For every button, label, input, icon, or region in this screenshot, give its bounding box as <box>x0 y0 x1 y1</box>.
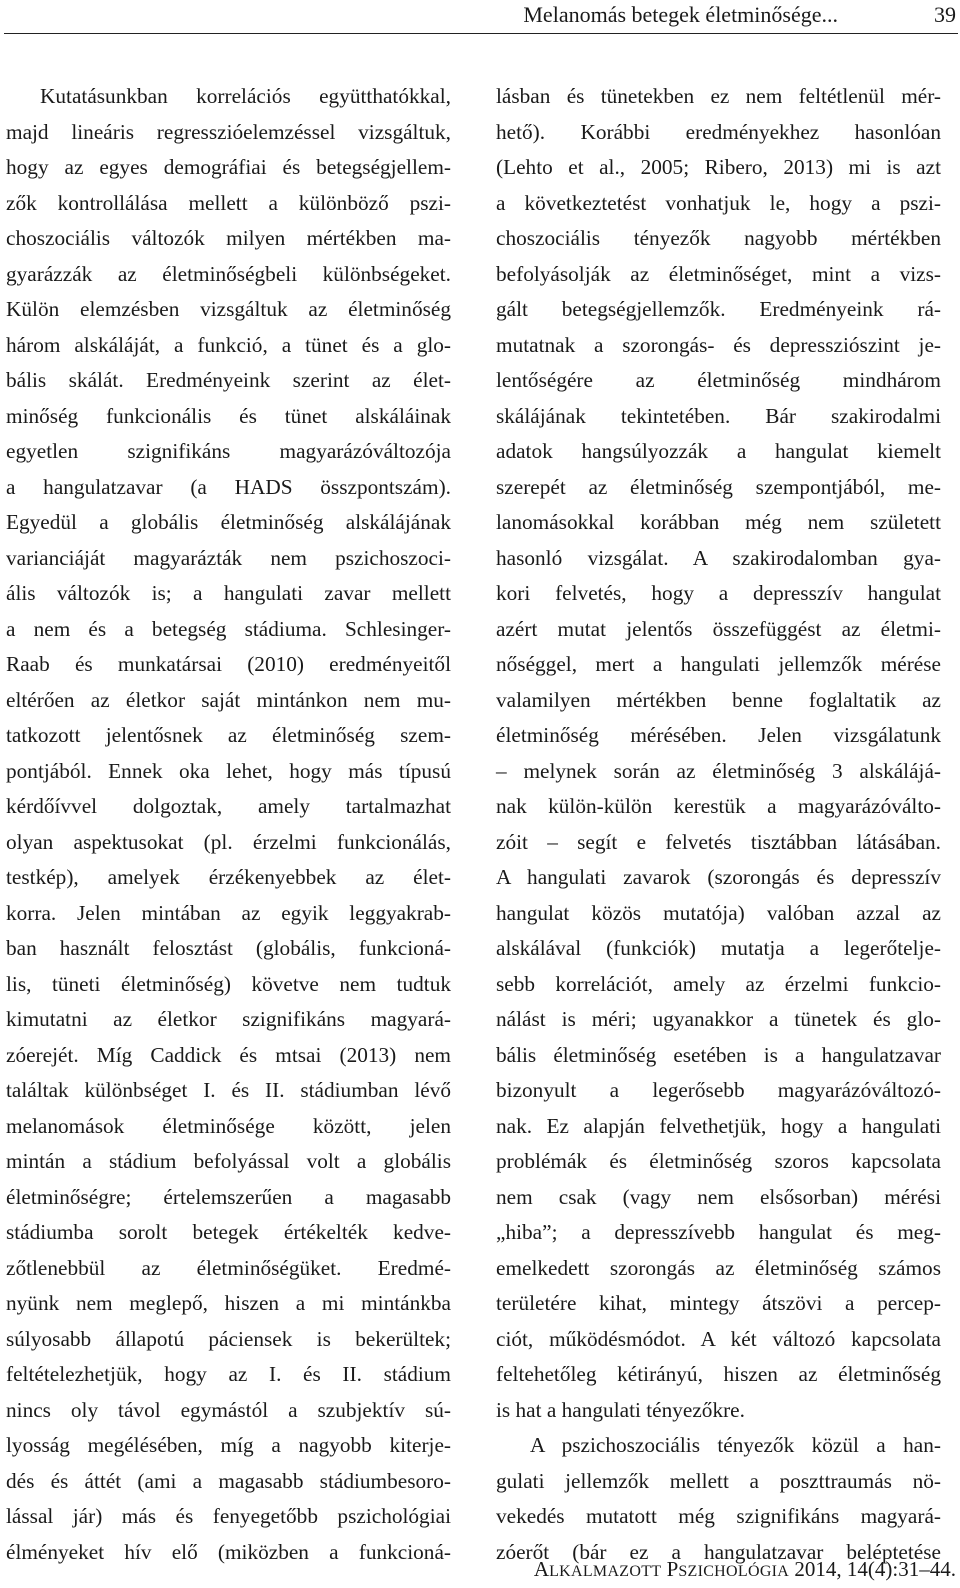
text-line: nem csak (vagy nem elsősorban) mérési <box>496 1184 941 1209</box>
text-line: Egyedül a globális életminőség alskálájának <box>6 510 451 534</box>
text-line: zóerejét. Míg Caddick és mtsai (2013) nem <box>6 1042 451 1067</box>
text-line: hangulat közös mutatója) valóban azzal az <box>496 900 941 925</box>
text-line: mintán a stádium befolyással volt a globális <box>6 1149 451 1173</box>
text-line: pontjából. Ennek oka lehet, hogy más típusú <box>6 758 451 783</box>
text-line: adatok hangsúlyozzák a hangulat kiemelt <box>496 439 941 463</box>
right-text-column <box>496 79 941 1570</box>
text-line: zóit – segít e felvetés tisztábban látásában. <box>496 829 941 854</box>
text-line: nak külön-külön kerestük a magyarázóválto- <box>496 794 941 818</box>
text-line: emelkedett szorongás az életminőség számos <box>496 1255 941 1280</box>
left-text-column <box>6 79 451 1570</box>
text-line: lentőségére az életminőség mindhárom <box>496 368 941 392</box>
text-line: kimutatni az életkor szignifikáns magyará- <box>6 1007 451 1031</box>
text-line: lással jár) más és fenyegetőbb pszichológiai <box>6 1504 451 1528</box>
text-line: „hiba”; a depresszívebb hangulat és meg- <box>496 1220 941 1244</box>
text-line: területére kihat, mintegy átszövi a percep- <box>496 1291 941 1315</box>
text-line: melanomások életminősége között, jelen <box>6 1113 451 1138</box>
text-line: egyetlen szignifikáns magyarázóváltozója <box>6 439 451 463</box>
text-line: skálájának tekintetében. Bár szakirodalmi <box>496 403 941 428</box>
text-line: kérdőívvel dolgoztak, amely tartalmazhat <box>6 794 451 818</box>
text-line: bális skálát. Eredményeink szerint az élet- <box>6 368 451 392</box>
text-line: nincs oly távol egymástól a szubjektív sú- <box>6 1397 451 1422</box>
text-line: nálást is méri; ugyanakkor a tünetek és glo- <box>496 1007 941 1031</box>
text-line: majd lineáris regresszióelemzéssel vizsgáltuk, <box>6 119 451 144</box>
text-line: A pszichoszociális tényezők közül a han- <box>530 1433 941 1457</box>
text-line: feltételezhetjük, hogy az I. és II. stádium <box>6 1362 451 1386</box>
journal-citation: 2014, 14(4):31–44. <box>789 1557 956 1581</box>
text-line: Raab és munkatársai (2010) eredményeitől <box>6 652 451 676</box>
text-line: eltérően az életkor saját mintánkon nem mu- <box>6 687 451 712</box>
page-number: 39 <box>934 2 956 27</box>
text-line: ban használt felosztást (globális, funkcioná- <box>6 936 451 960</box>
text-line: lanomásokkal korábban még nem született <box>496 510 941 534</box>
text-line: sebb korrelációt, amely az érzelmi funkcio- <box>496 971 941 996</box>
text-line: olyan aspektusokat (pl. érzelmi funkcionálás, <box>6 829 451 854</box>
journal-name-rest-p: SZICHOLÓGIA <box>678 1563 790 1580</box>
text-line: minőség funkcionális és tünet alskáláinak <box>6 403 451 428</box>
text-line: is hat a hangulati tényezőkre. <box>496 1397 745 1422</box>
text-line: zők kontrollálása mellett a különböző pszi- <box>6 190 451 215</box>
text-line: dés és áttét (ami a magasabb stádiumbesoro- <box>6 1468 451 1493</box>
text-line: ális változók is; a hangulati zavar mellett <box>6 581 451 605</box>
text-line: Kutatásunkban korrelációs együtthatókkal, <box>40 84 451 108</box>
text-line: mutatnak a szorongás- és depressziószint je- <box>496 332 941 357</box>
text-line: zóerőt (bár ez a hangulatzavar beléptetése <box>496 1539 941 1564</box>
journal-name-cap-a: A <box>533 1557 550 1581</box>
text-line: valamilyen mértékben benne foglaltatik az <box>496 687 941 712</box>
text-line: nak. Ez alapján felvethetjük, hogy a hangulati <box>496 1113 941 1138</box>
text-line: gált betegségjellemzők. Eredményeink rá- <box>496 297 941 321</box>
text-line: életminőség mérésében. Jelen vizsgálatunk <box>496 723 941 747</box>
journal-footer <box>534 1556 956 1585</box>
text-line: vekedés mutatott még szignifikáns magyará- <box>496 1504 941 1528</box>
text-line: tatkozott jelentősnek az életminőség szem- <box>6 723 451 747</box>
text-line: nőséggel, mert a hangulati jellemzők mérése <box>496 652 941 676</box>
journal-name-rest-a: LKALMAZOTT <box>549 1563 662 1580</box>
text-line: gyarázzák az életminőségbeli különbségeket. <box>6 261 451 286</box>
text-line: lásban és tünetekben ez nem feltétlenül mér- <box>496 84 941 108</box>
text-line: gulati jellemzők mellett a poszttraumás nö- <box>496 1468 941 1493</box>
text-line: A hangulati zavarok (szorongás és depresszív <box>496 865 941 889</box>
text-line: – melynek során az életminőség 3 alskálájá- <box>496 758 941 783</box>
text-line: a hangulatzavar (a HADS összpontszám). <box>6 474 451 499</box>
text-line: hogy az egyes demográfiai és betegségjellem- <box>6 155 451 179</box>
journal-name-cap-p: P <box>666 1557 679 1581</box>
text-line: lyosság megélésében, míg a nagyobb kiterje- <box>6 1433 451 1457</box>
text-line: choszociális változók milyen mértékben ma- <box>6 226 451 250</box>
text-line: problémák és életminőség szoros kapcsolata <box>496 1149 941 1173</box>
text-line: testkép), amelyek érzékenyebbek az élet- <box>6 865 451 889</box>
text-line: hető). Korábbi eredményekhez hasonlóan <box>496 119 941 144</box>
text-line: szerepét az életminőség szempontjából, me- <box>496 474 941 499</box>
text-line: zőtlenebbül az életminőségüket. Eredmé- <box>6 1255 451 1280</box>
text-line: találtak különbséget I. és II. stádiumban lévő <box>6 1078 451 1102</box>
text-line: bális életminőség esetében is a hangulatzavar <box>496 1042 941 1067</box>
header-rule <box>4 33 958 34</box>
text-line: stádiumba sorolt betegek értékelték kedve- <box>6 1220 451 1244</box>
running-title: Melanomás betegek életminősége... <box>523 2 838 27</box>
text-line: choszociális tényezők nagyobb mértékben <box>496 226 941 250</box>
text-line: élményeket hív elő (miközben a funkcioná- <box>6 1539 451 1564</box>
text-line: (Lehto et al., 2005; Ribero, 2013) mi is azt <box>496 155 941 179</box>
text-line: a következtetést vonhatjuk le, hogy a pszi- <box>496 190 941 215</box>
text-line: azért mutat jelentős összefüggést az életmi- <box>496 616 941 641</box>
text-line: három alskáláját, a funkció, a tünet és a glo- <box>6 332 451 357</box>
text-line: kori felvetés, hogy a depresszív hangulat <box>496 581 941 605</box>
text-line: feltehetőleg kétirányú, hiszen az életminőség <box>496 1362 941 1386</box>
text-line: nyünk nem meglepő, hiszen a mi mintánkba <box>6 1291 451 1315</box>
text-line: varianciáját magyarázták nem pszichoszoci- <box>6 545 451 570</box>
text-line: alskálával (funkciók) mutatja a legerőtelje- <box>496 936 941 960</box>
text-line: ciót, működésmódot. A két változó kapcsolata <box>496 1326 941 1351</box>
running-header <box>0 0 960 34</box>
text-line: a nem és a betegség stádiuma. Schlesinger- <box>6 616 451 641</box>
text-line: Külön elemzésben vizsgáltuk az életminőség <box>6 297 451 321</box>
text-line: életminőségre; értelemszerűen a magasabb <box>6 1184 451 1209</box>
text-line: hasonló vizsgálat. A szakirodalomban gya- <box>496 545 941 570</box>
text-line: lis, tüneti életminőség) követve nem tudtuk <box>6 971 451 996</box>
text-line: súlyosabb állapotú páciensek is bekerültek; <box>6 1326 451 1351</box>
text-line: befolyásolják az életminőséget, mint a vizs- <box>496 261 941 286</box>
text-line: korra. Jelen mintában az egyik leggyakrab- <box>6 900 451 925</box>
text-line: bizonyult a legerősebb magyarázóváltozó- <box>496 1078 941 1102</box>
